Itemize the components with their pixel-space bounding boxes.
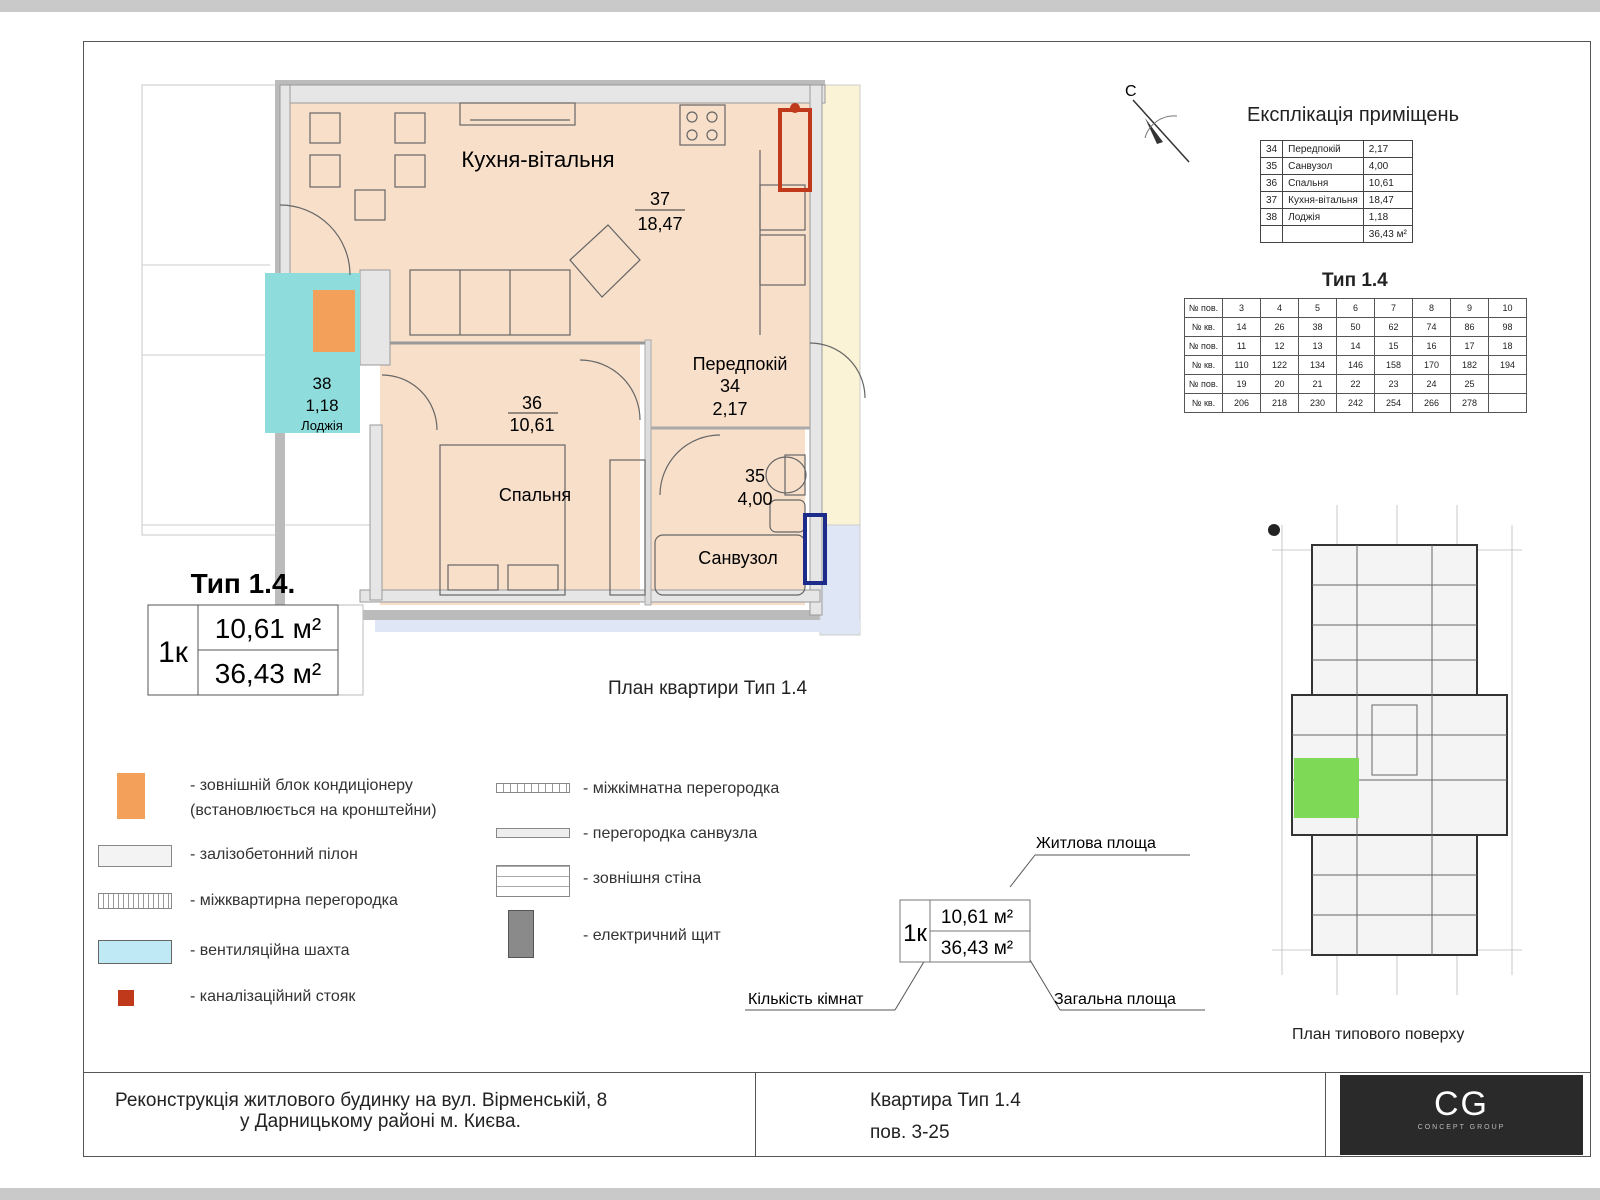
legend-panel: - електричний щит xyxy=(583,927,721,944)
highlighted-apartment xyxy=(1294,758,1359,818)
hall-name: Передпокій xyxy=(692,354,788,374)
explication-table xyxy=(1260,140,1413,243)
key-living: 10,61 м² xyxy=(940,907,1014,928)
floorplan-caption: План типового поверху xyxy=(1292,1026,1465,1043)
company-logo: CG CONCEPT GROUP xyxy=(1340,1075,1583,1155)
bedroom-floor xyxy=(380,343,640,605)
legend-vent-swatch xyxy=(98,940,172,964)
legend-ac-swatch xyxy=(117,773,145,819)
legend-bathwall: - перегородка санвузла xyxy=(583,825,758,842)
bath-name: Санвузол xyxy=(698,548,778,568)
kitchen-name: Кухня-вітальня xyxy=(461,147,615,172)
key-living-label: Житлова площа xyxy=(1036,835,1156,852)
key-total-label: Загальна площа xyxy=(1054,991,1176,1008)
bath-floor xyxy=(645,428,805,605)
legend-interroom-swatch xyxy=(496,783,570,793)
compass-north: С xyxy=(1125,83,1137,100)
bath-area: 4,00 xyxy=(737,489,773,509)
legend-interapt: - міжквартирна перегородка xyxy=(190,892,398,909)
apartment-plan xyxy=(130,75,900,715)
floors-table xyxy=(1184,298,1527,413)
bedroom-num: 36 xyxy=(521,393,543,413)
loggia-num: 38 xyxy=(312,374,332,393)
hall-area: 2,17 xyxy=(712,399,748,419)
legend-sewer-swatch xyxy=(118,990,134,1006)
plan-caption: План квартири Тип 1.4 xyxy=(608,678,808,699)
legend-sewer: - каналізаційний стояк xyxy=(190,988,356,1005)
floors-row: № пов. 3 4 5 6 7 8 9 10 xyxy=(1185,299,1527,318)
legend-bathwall-swatch xyxy=(496,828,570,838)
legend-interroom: - міжкімнатна перегородка xyxy=(583,780,780,797)
explication-title: Експлікація приміщень xyxy=(1247,104,1459,126)
floors-row: № пов. 19 20 21 22 23 24 25 xyxy=(1185,375,1527,394)
area-key xyxy=(740,830,1210,1020)
legend-pylon-swatch xyxy=(98,845,172,867)
loggia-area: 1,18 xyxy=(305,396,339,415)
plan-rooms-count: 1к xyxy=(158,636,188,669)
floors-table-title: Тип 1.4 xyxy=(1322,270,1388,291)
explication-row: 37 Кухня-вітальня 18,47 xyxy=(1261,192,1413,209)
floors-row: № кв. 206 218 230 242 254 266 278 xyxy=(1185,394,1527,413)
key-total: 36,43 м² xyxy=(940,938,1014,959)
plan-total-area: 36,43 м² xyxy=(214,658,322,689)
floors-row: № кв. 110 122 134 146 158 170 182 194 xyxy=(1185,356,1527,375)
explication-row: 36 Спальня 10,61 xyxy=(1261,175,1413,192)
explication-total: 36,43 м² xyxy=(1261,226,1413,243)
explication-row: 35 Санвузол 4,00 xyxy=(1261,158,1413,175)
floors-row: № кв. 14 26 38 50 62 74 86 98 xyxy=(1185,318,1527,337)
legend-panel-swatch xyxy=(508,910,534,958)
project-line-1: Реконструкція житлового будинку на вул. Вірменській, 8 xyxy=(115,1090,608,1111)
legend-outer-swatch xyxy=(496,865,570,897)
ac-unit xyxy=(313,290,355,352)
legend-ac-2: (встановлюється на кронштейни) xyxy=(190,802,437,819)
kitchen-num: 37 xyxy=(649,189,671,209)
floors-row: № пов. 11 12 13 14 15 16 17 18 xyxy=(1185,337,1527,356)
apartment-type: Квартира Тип 1.4 xyxy=(870,1090,1021,1111)
bath-num: 35 xyxy=(744,466,766,486)
legend-outer: - зовнішня стіна xyxy=(583,870,702,887)
compass xyxy=(1115,78,1195,168)
project-line-2: у Дарницькому районі м. Києва. xyxy=(240,1111,521,1132)
bedroom-name: Спальня xyxy=(498,485,572,505)
hall-num: 34 xyxy=(719,376,741,396)
legend-interapt-swatch xyxy=(98,893,172,909)
typical-floor-plan xyxy=(1262,505,1532,1005)
explication-row: 34 Передпокій 2,17 xyxy=(1261,141,1413,158)
explication-row: 38 Лоджія 1,18 xyxy=(1261,209,1413,226)
loggia-name: Лоджія xyxy=(301,418,343,433)
plan-type-title: Тип 1.4. xyxy=(190,568,296,599)
bedroom-area: 10,61 xyxy=(509,415,555,435)
legend-pylon: - залізобетонний пілон xyxy=(190,846,358,863)
plan-living-area: 10,61 м² xyxy=(214,613,322,644)
kitchen-area: 18,47 xyxy=(637,214,683,234)
key-rooms: 1к xyxy=(903,920,927,947)
legend-vent: - вентиляційна шахта xyxy=(190,942,350,959)
key-rooms-label: Кількість кімнат xyxy=(748,991,864,1008)
apartment-floors: пов. 3-25 xyxy=(870,1122,950,1143)
legend-ac-1: - зовнішній блок кондиціонеру xyxy=(190,777,413,794)
